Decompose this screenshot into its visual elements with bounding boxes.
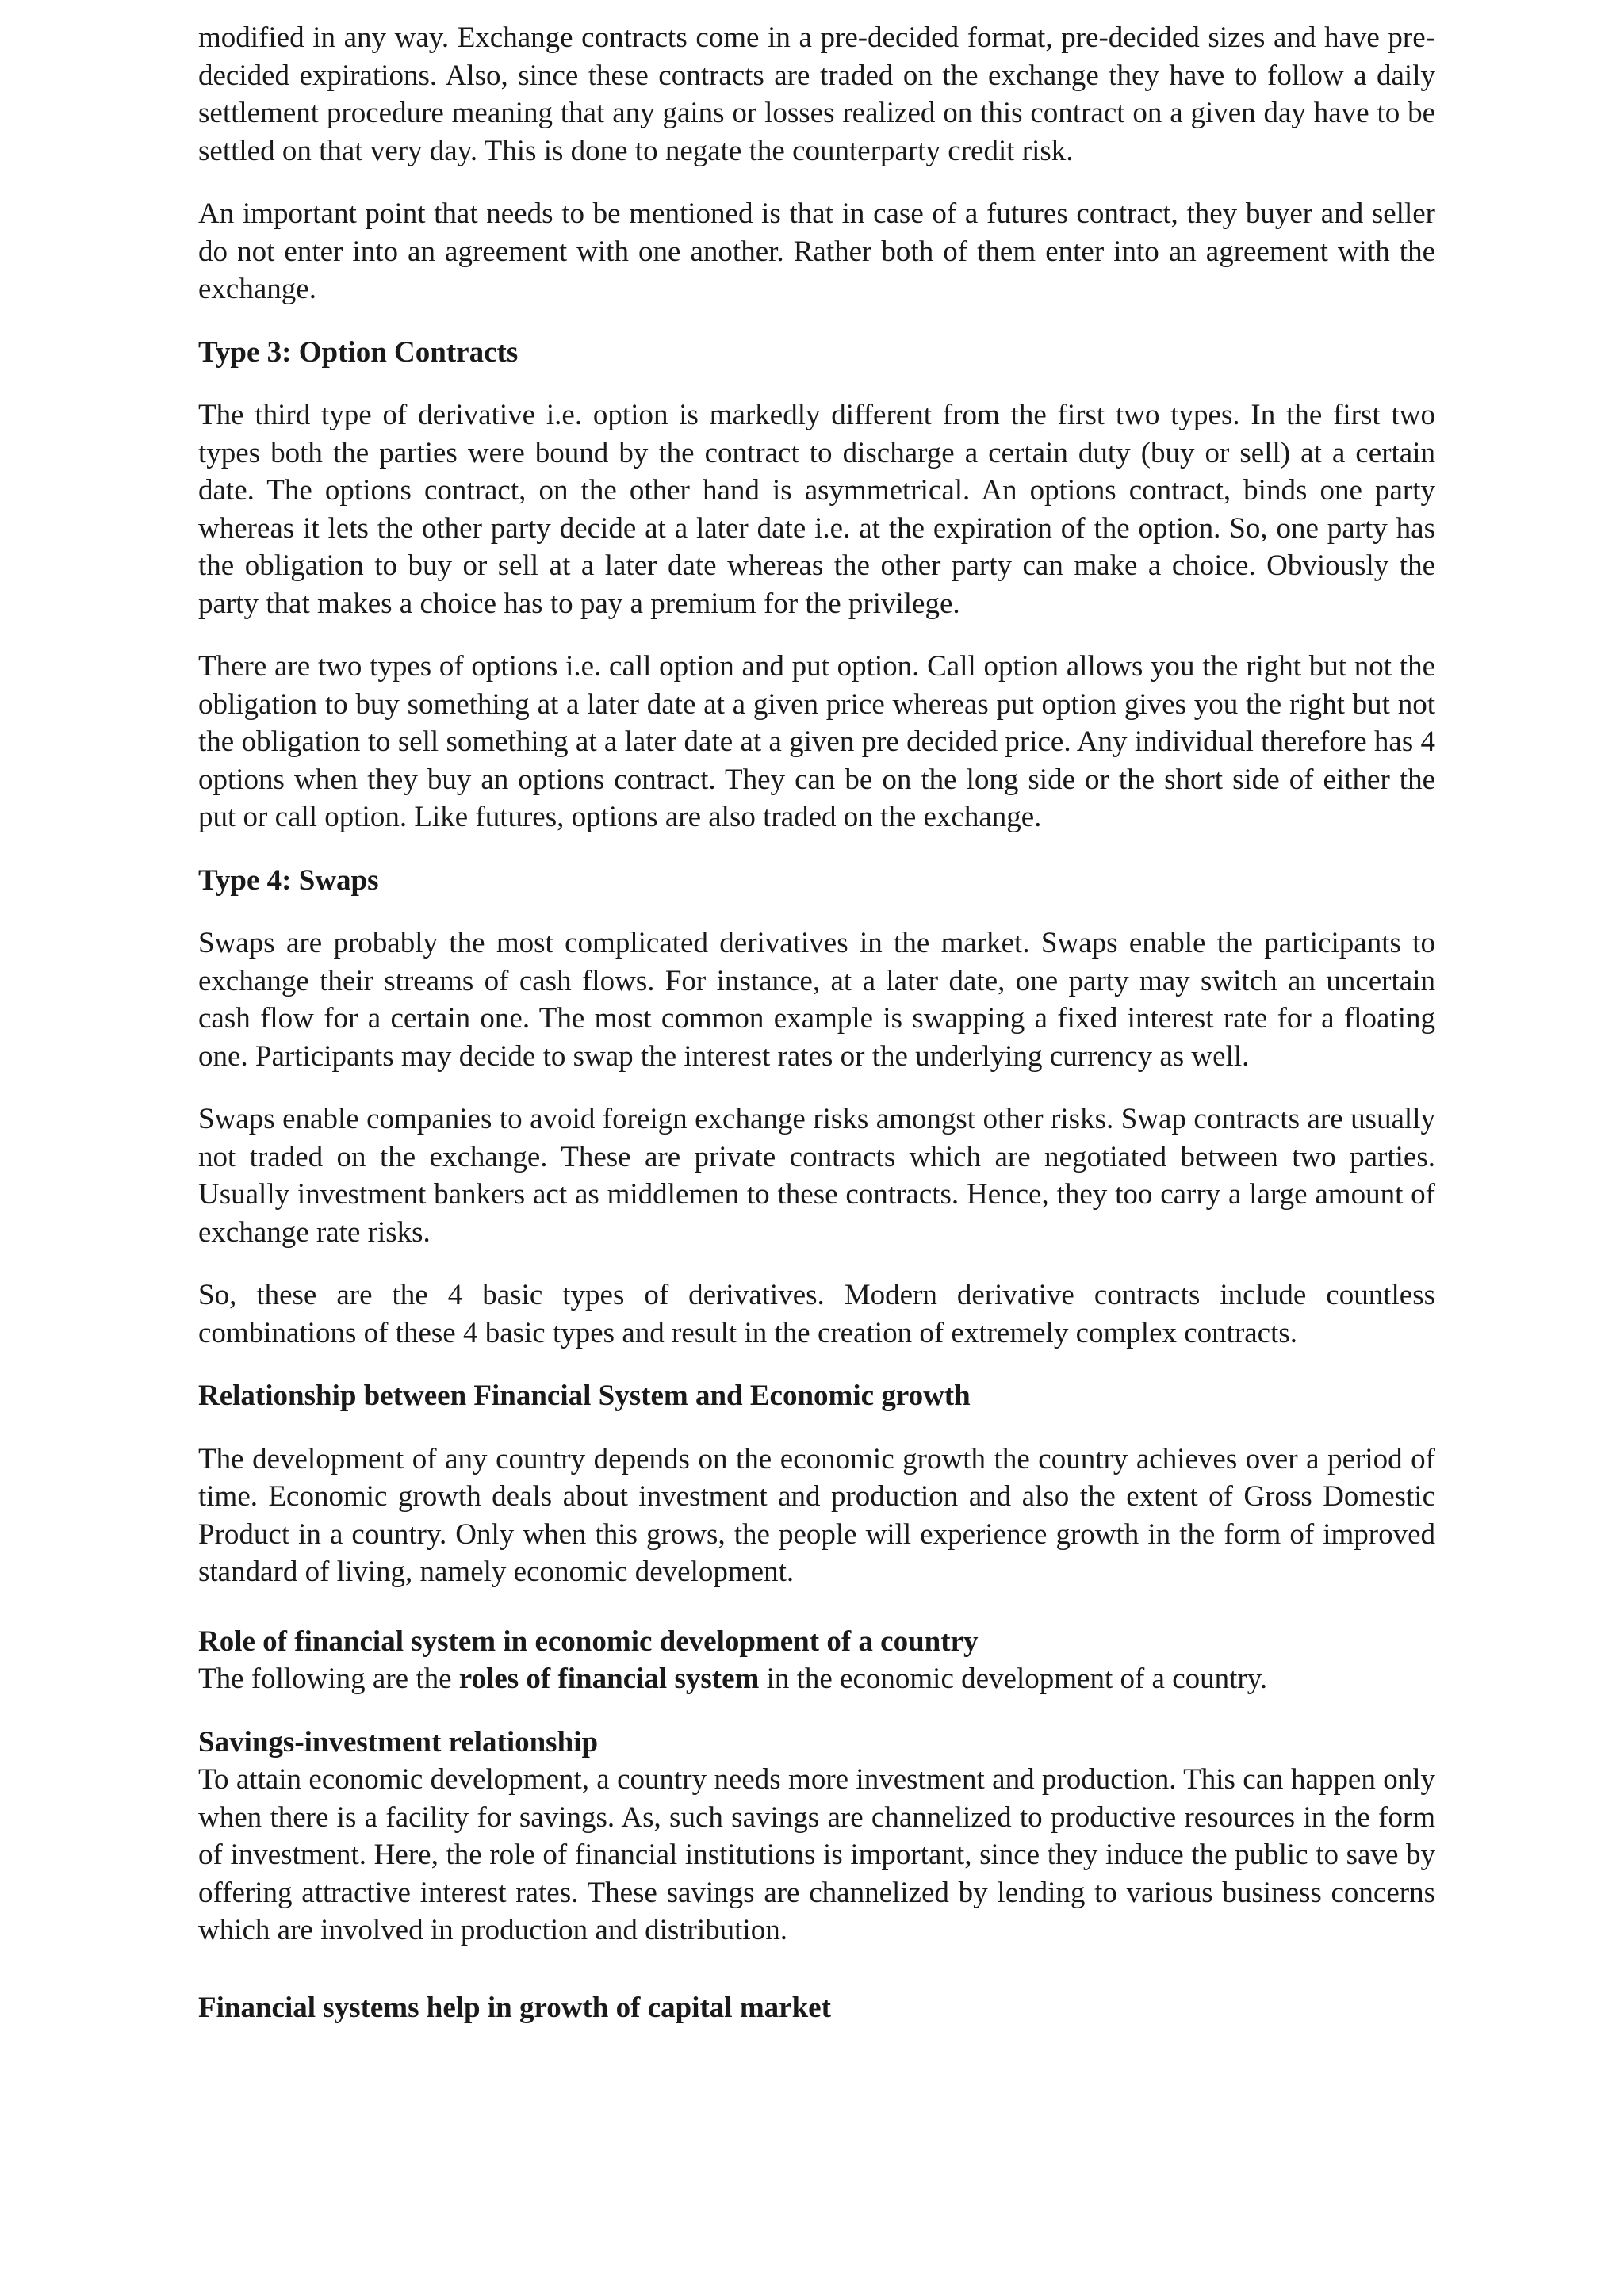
paragraph-swaps-intro: Swaps are probably the most complicated derivatives in the market. Swaps enable the participants to exchange their streams of cash flows. For instance, at a later date, one party may switch an uncertain cash flow for a certain one. The most common example is swapping a fixed interest rate for a floating one. Participants may decide to swap the interest rates or the underlying currency as well. <box>198 927 1435 1073</box>
paragraph-exchange-contracts: modified in any way. Exchange contracts come in a pre-decided format, pre-decided sizes and have pre-decided expirations. Also, since these contracts are traded on the exchange they have to follow a daily settlement procedure meaning that any gains or losses realized on this contract on a given day have to be settled on that very day. This is done to negate the counterparty credit risk. <box>198 21 1435 167</box>
heading-capital-market-growth: Financial systems help in growth of capital market <box>198 1991 831 2024</box>
heading-type4-swaps: Type 4: Swaps <box>198 863 379 897</box>
heading-financial-system-economic-growth: Relationship between Financial System and Economic growth <box>198 1380 971 1412</box>
heading-type3-option-contracts: Type 3: Option Contracts <box>198 335 519 369</box>
roles-intro-text: The following are the <box>198 1663 459 1695</box>
paragraph-savings-investment: To attain economic development, a country needs more investment and production. This can happen only when there is a facility for savings. As, such savings are channelized to productive resources in the form of investment. Here, the role of financial institutions is important, since they induce the public to save by offering attractive interest rates. These savings are channelized by lending to various business concerns which are involved in production and distribution. <box>198 1763 1435 1946</box>
heading-role-of-financial-system: Role of financial system in economic development of a country <box>198 1624 979 1658</box>
heading-savings-investment: Savings-investment relationship <box>198 1725 599 1758</box>
paragraph-roles-intro <box>198 1660 1435 1698</box>
paragraph-economic-development: The development of any country depends on the economic growth the country achieves over a period of time. Economic growth deals about investment and production and also the extent of Gross Domestic Product in a country. Only when this grows, the people will experience growth in the form of improved standard of living, namely economic development. <box>198 1442 1435 1588</box>
paragraph-futures-agreement: An important point that needs to be mentioned is that in case of a futures contract, they buyer and seller do not enter into an agreement with one another. Rather both of them enter into an agreement with the exchange. <box>198 197 1435 305</box>
paragraph-call-put-options: There are two types of options i.e. call option and put option. Call option allows you the right but not the obligation to buy something at a later date at a given price whereas put option gives you the right but not the obligation to sell something at a later date at a given pre decided price. Any individual therefore has 4 options when they buy an options contract. They can be on the long side or the short side of either the put or call option. Like futures, options are also traded on the exchange. <box>198 650 1435 833</box>
roles-intro-emphasis: roles of financial system <box>458 1663 760 1695</box>
paragraph-options-asymmetry: The third type of derivative i.e. option is markedly different from the first two types. In the first two types both the parties were bound by the contract to discharge a certain duty (buy or sell) at a certain date. The options contract, on the other hand is asymmetrical. An options contract, binds one party whereas it lets the other party decide at a later date i.e. at the expiration of the option. So, one party has the obligation to buy or sell at a later date whereas the other party can make a choice. Obviously the party that makes a choice has to pay a premium for the privilege. <box>198 399 1435 620</box>
document-page <box>198 19 1435 2052</box>
paragraph-derivatives-summary: So, these are the 4 basic types of derivatives. Modern derivative contracts include countless combinations of these 4 basic types and result in the creation of extremely complex contracts. <box>198 1279 1435 1349</box>
paragraph-swaps-risks: Swaps enable companies to avoid foreign exchange risks amongst other risks. Swap contracts are usually not traded on the exchange. These are private contracts which are negotiated between two parties. Usually investment bankers act as middlemen to these contracts. Hence, they too carry a large amount of exchange rate risks. <box>198 1103 1435 1249</box>
roles-intro-text-end: in the economic development of a country. <box>759 1663 1268 1695</box>
